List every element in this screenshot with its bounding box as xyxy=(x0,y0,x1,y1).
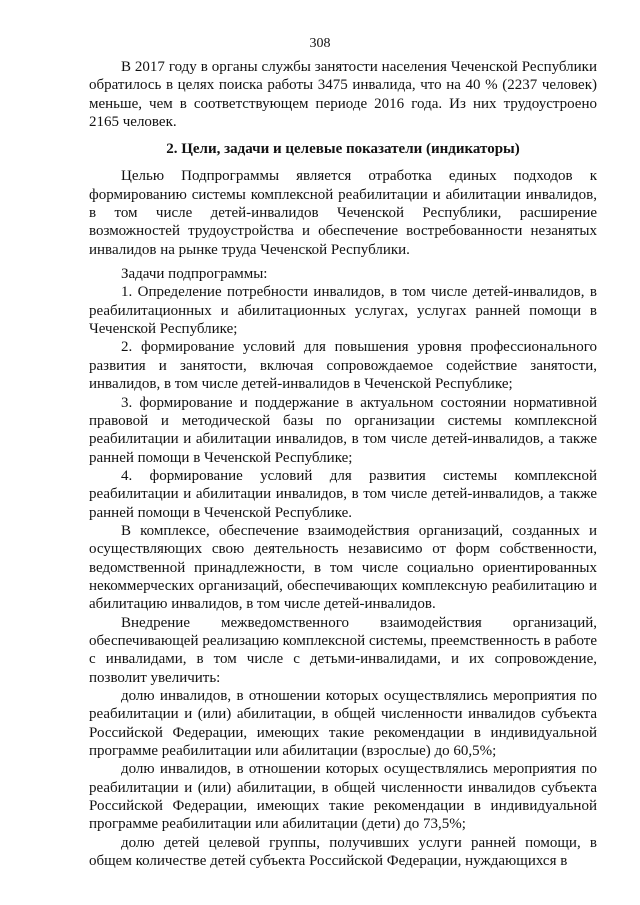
section-heading: 2. Цели, задачи и целевые показатели (индикаторы) xyxy=(166,141,520,158)
complex-paragraph: В комплексе, обеспечение взаимодействия организаций, созданных и осуществляющих свою деятельность независимо от форм собственности, ведомственной принадлежности, в том числе социально ориентированных некоммерческих организаций, обеспечивающих комплексную реабилитацию и абилитацию инвалидов, в том числе детей-инвалидов. xyxy=(89,522,597,613)
indicator-children: долю инвалидов, в отношении которых осуществлялись мероприятия по реабилитации и (или) абилитации, в общей численности инвалидов субъекта Российской Федерации, имеющих такие рекомендации в индивидуальной программе реабилитации или абилитации (дети) до 73,5%; xyxy=(89,761,597,833)
task-item-1: 1. Определение потребности инвалидов, в том числе детей-инвалидов, в реабилитационных и абилитационных услугах, услугах ранней помощи в Чеченской Республике; xyxy=(89,284,597,338)
implementation-paragraph: Внедрение межведомственного взаимодействия организаций, обеспечивающей реализацию комплексной системы, преемственность в работе с инвалидами, в том числе с детьми-инвалидами, и их сопровождение, позволит увеличить: xyxy=(89,614,597,686)
tasks-label: Задачи подпрограммы: xyxy=(121,266,268,283)
task-item-4: 4. формирование условий для развития системы комплексной реабилитации и абилитации инвалидов, в том числе детей-инвалидов, а также ранней помощи в Чеченской Республике. xyxy=(89,467,597,521)
document-body xyxy=(89,58,597,870)
indicator-adults: долю инвалидов, в отношении которых осуществлялись мероприятия по реабилитации и (или) абилитации, в общей численности инвалидов субъекта Российской Федерации, имеющих такие рекомендации в индивидуальной программе реабилитации или абилитации (взрослые) до 60,5%; xyxy=(89,688,597,760)
page-number: 308 xyxy=(309,36,331,51)
intro-paragraph: В 2017 году в органы службы занятости населения Чеченской Республики обратилось в целях поиска работы 3475 инвалида, что на 40 % (2237 человек) меньше, чем в соответствующем периоде 2016 года. Из них трудоустроено 2165 человек. xyxy=(89,59,597,131)
task-item-2: 2. формирование условий для повышения уровня профессионального развития и занятости, включая сопровождаемое содействие занятости, инвалидов, в том числе детей-инвалидов в Чеченской Республике; xyxy=(89,339,597,393)
indicator-early-help: долю детей целевой группы, получивших услуги ранней помощи, в общем количестве детей субъекта Российской Федерации, нуждающихся в xyxy=(89,834,597,870)
task-item-3: 3. формирование и поддержание в актуальном состоянии нормативной правовой и методической базы по организации системы комплексной реабилитации и абилитации инвалидов, в том числе детей-инвалидов, а также ранней помощи в Чеченской Республике; xyxy=(89,394,597,466)
goal-paragraph: Целью Подпрограммы является отработка единых подходов к формированию системы комплексной реабилитации и абилитации инвалидов, в том числе детей-инвалидов Чеченской Республики, расширение возможностей трудоустройства и обеспечение востребованности незанятых инвалидов на рынке труда Чеченской Республики. xyxy=(89,168,597,258)
